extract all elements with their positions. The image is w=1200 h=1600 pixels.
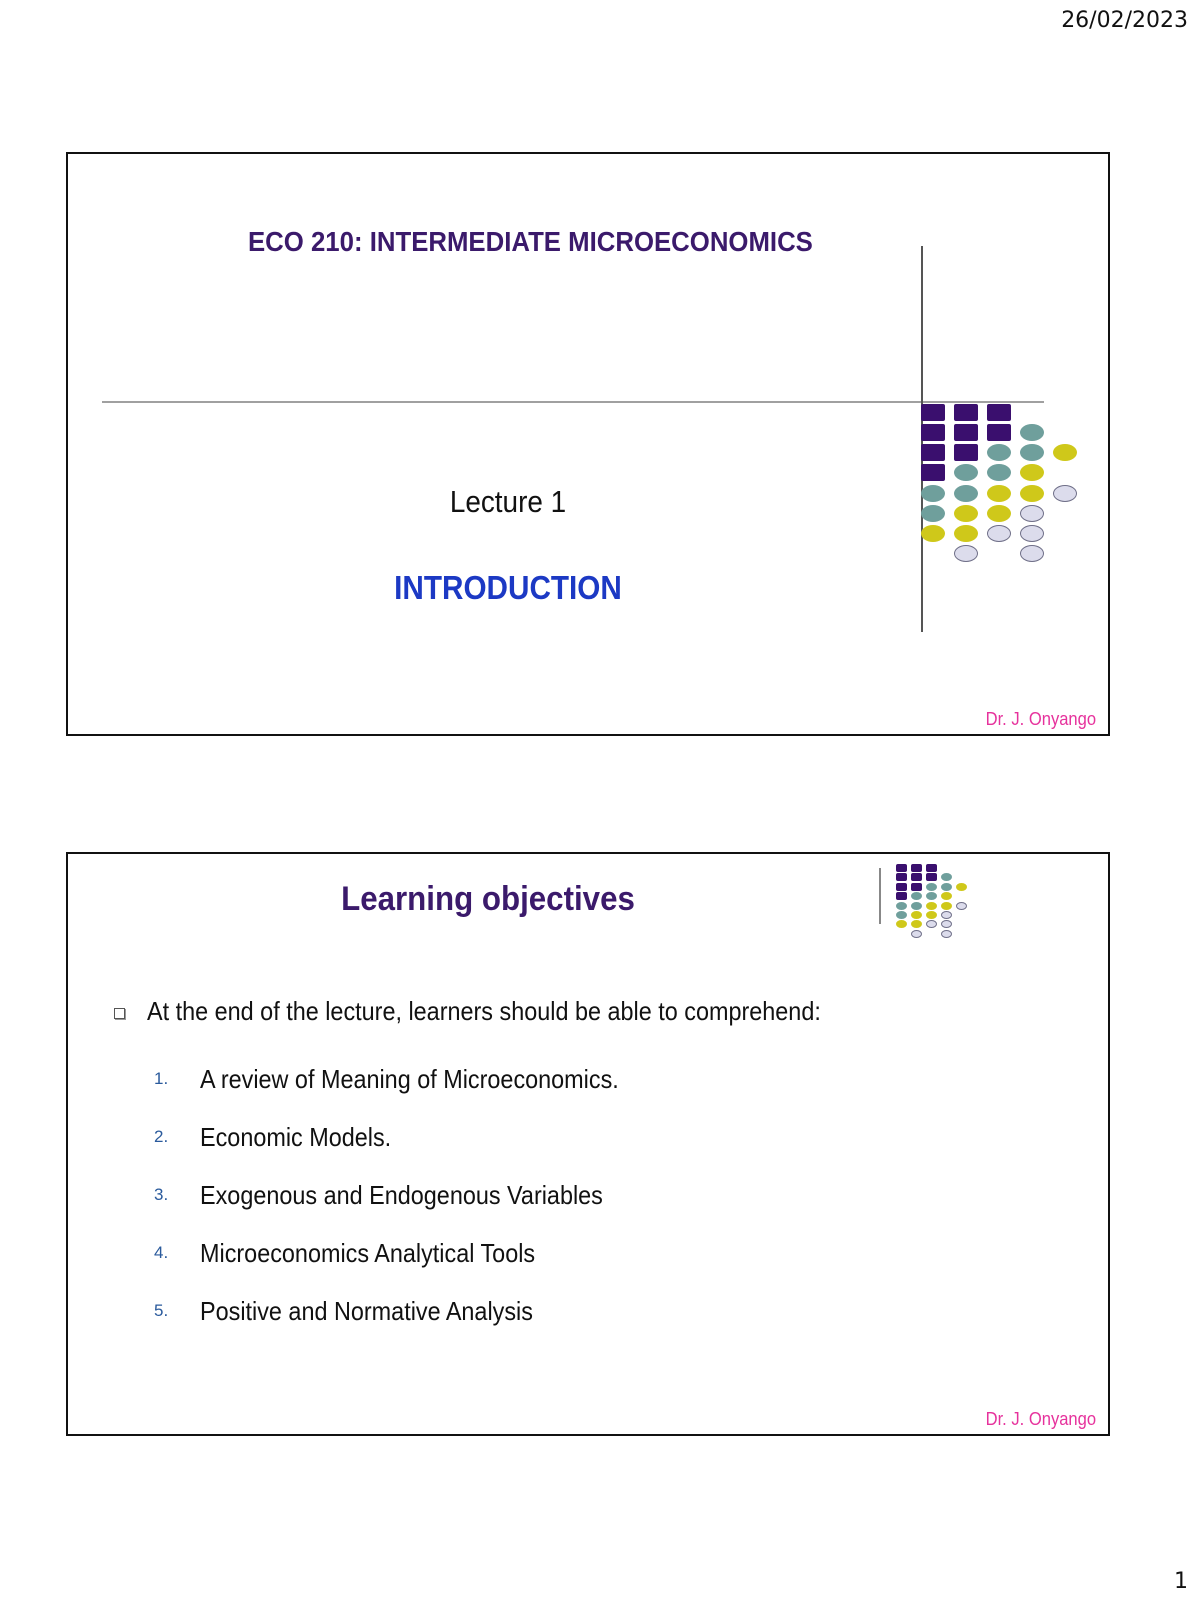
decorative-teal-dot bbox=[954, 464, 978, 481]
decorative-yellow-dot bbox=[926, 902, 937, 910]
course-title: ECO 210: INTERMEDIATE MICROECONOMICS bbox=[248, 226, 813, 257]
decorative-purple-dot bbox=[911, 864, 922, 872]
decorative-pale-dot bbox=[1020, 545, 1044, 562]
decorative-pale-dot bbox=[926, 920, 937, 928]
lecture-label: Lecture 1 bbox=[449, 484, 567, 519]
decorative-purple-dot bbox=[911, 883, 922, 891]
author-footer: Dr. J. Onyango bbox=[985, 1409, 1096, 1429]
decorative-yellow-dot bbox=[911, 920, 922, 928]
decorative-teal-dot bbox=[926, 892, 937, 900]
intro-bullet bbox=[114, 996, 896, 1027]
decorative-teal-dot bbox=[987, 464, 1011, 481]
vertical-divider bbox=[879, 868, 881, 924]
decorative-purple-dot bbox=[921, 424, 945, 441]
decorative-teal-dot bbox=[1020, 444, 1044, 461]
decorative-teal-dot bbox=[941, 873, 952, 881]
decorative-pale-dot bbox=[987, 525, 1011, 542]
item-number: 1. bbox=[154, 1069, 169, 1088]
decorative-teal-dot bbox=[896, 902, 907, 910]
decorative-purple-dot bbox=[921, 464, 945, 481]
decorative-yellow-dot bbox=[1020, 485, 1044, 502]
slide-title bbox=[66, 152, 1110, 736]
decorative-purple-dot bbox=[921, 444, 945, 461]
item-text: Economic Models. bbox=[200, 1121, 392, 1152]
decorative-purple-dot bbox=[926, 864, 937, 872]
item-number: 5. bbox=[154, 1301, 169, 1320]
decorative-teal-dot bbox=[896, 911, 907, 919]
decorative-teal-dot bbox=[911, 892, 922, 900]
decorative-yellow-dot bbox=[911, 911, 922, 919]
decorative-yellow-dot bbox=[1020, 464, 1044, 481]
decorative-yellow-dot bbox=[954, 505, 978, 522]
decorative-teal-dot bbox=[954, 485, 978, 502]
decorative-pale-dot bbox=[911, 930, 922, 938]
decorative-pale-dot bbox=[956, 902, 967, 910]
decorative-yellow-dot bbox=[987, 485, 1011, 502]
decorative-yellow-dot bbox=[926, 911, 937, 919]
horizontal-divider bbox=[102, 401, 1044, 403]
item-text: Microeconomics Analytical Tools bbox=[200, 1237, 536, 1268]
decorative-teal-dot bbox=[1020, 424, 1044, 441]
decorative-yellow-dot bbox=[956, 883, 967, 891]
square-bullet-icon bbox=[114, 1008, 125, 1019]
objectives-list bbox=[154, 1050, 665, 1340]
list-item bbox=[154, 1050, 665, 1108]
decorative-pale-dot bbox=[954, 545, 978, 562]
item-number: 4. bbox=[154, 1243, 169, 1262]
decorative-purple-dot bbox=[921, 404, 945, 421]
decorative-pale-dot bbox=[1020, 525, 1044, 542]
decorative-purple-dot bbox=[954, 444, 978, 461]
decorative-purple-dot bbox=[896, 892, 907, 900]
decorative-purple-dot bbox=[954, 404, 978, 421]
item-text: A review of Meaning of Microeconomics. bbox=[200, 1063, 619, 1094]
decorative-purple-dot bbox=[954, 424, 978, 441]
item-text: Exogenous and Endogenous Variables bbox=[200, 1179, 603, 1210]
lecture-subtitle: INTRODUCTION bbox=[394, 569, 622, 606]
decorative-purple-dot bbox=[911, 873, 922, 881]
decorative-yellow-dot bbox=[896, 920, 907, 928]
decorative-pale-dot bbox=[1020, 505, 1044, 522]
list-item bbox=[154, 1224, 665, 1282]
decorative-yellow-dot bbox=[941, 902, 952, 910]
page-date: 26/02/2023 bbox=[1061, 8, 1188, 33]
page-number: 1 bbox=[1174, 1569, 1188, 1594]
item-number: 3. bbox=[154, 1185, 169, 1204]
decorative-pale-dot bbox=[1053, 485, 1077, 502]
decorative-yellow-dot bbox=[954, 525, 978, 542]
decorative-teal-dot bbox=[941, 883, 952, 891]
list-item bbox=[154, 1108, 665, 1166]
item-text: Positive and Normative Analysis bbox=[200, 1295, 533, 1326]
author-footer: Dr. J. Onyango bbox=[985, 709, 1096, 729]
decorative-pale-dot bbox=[941, 920, 952, 928]
list-item bbox=[154, 1166, 665, 1224]
decorative-purple-dot bbox=[896, 873, 907, 881]
decorative-yellow-dot bbox=[941, 892, 952, 900]
decorative-teal-dot bbox=[987, 444, 1011, 461]
slide-learning-objectives bbox=[66, 852, 1110, 1436]
decorative-yellow-dot bbox=[921, 525, 945, 542]
decorative-teal-dot bbox=[926, 883, 937, 891]
decorative-purple-dot bbox=[987, 424, 1011, 441]
decorative-yellow-dot bbox=[1053, 444, 1077, 461]
slide-title: Learning objectives bbox=[341, 880, 635, 918]
decorative-purple-dot bbox=[926, 873, 937, 881]
intro-text: At the end of the lecture, learners should be able to comprehend: bbox=[147, 996, 821, 1026]
list-item bbox=[154, 1282, 665, 1340]
decorative-pale-dot bbox=[941, 930, 952, 938]
decorative-teal-dot bbox=[911, 902, 922, 910]
decorative-teal-dot bbox=[921, 485, 945, 502]
decorative-pale-dot bbox=[941, 911, 952, 919]
decorative-yellow-dot bbox=[987, 505, 1011, 522]
item-number: 2. bbox=[154, 1127, 169, 1146]
decorative-purple-dot bbox=[896, 883, 907, 891]
decorative-purple-dot bbox=[896, 864, 907, 872]
decorative-teal-dot bbox=[921, 505, 945, 522]
decorative-purple-dot bbox=[987, 404, 1011, 421]
